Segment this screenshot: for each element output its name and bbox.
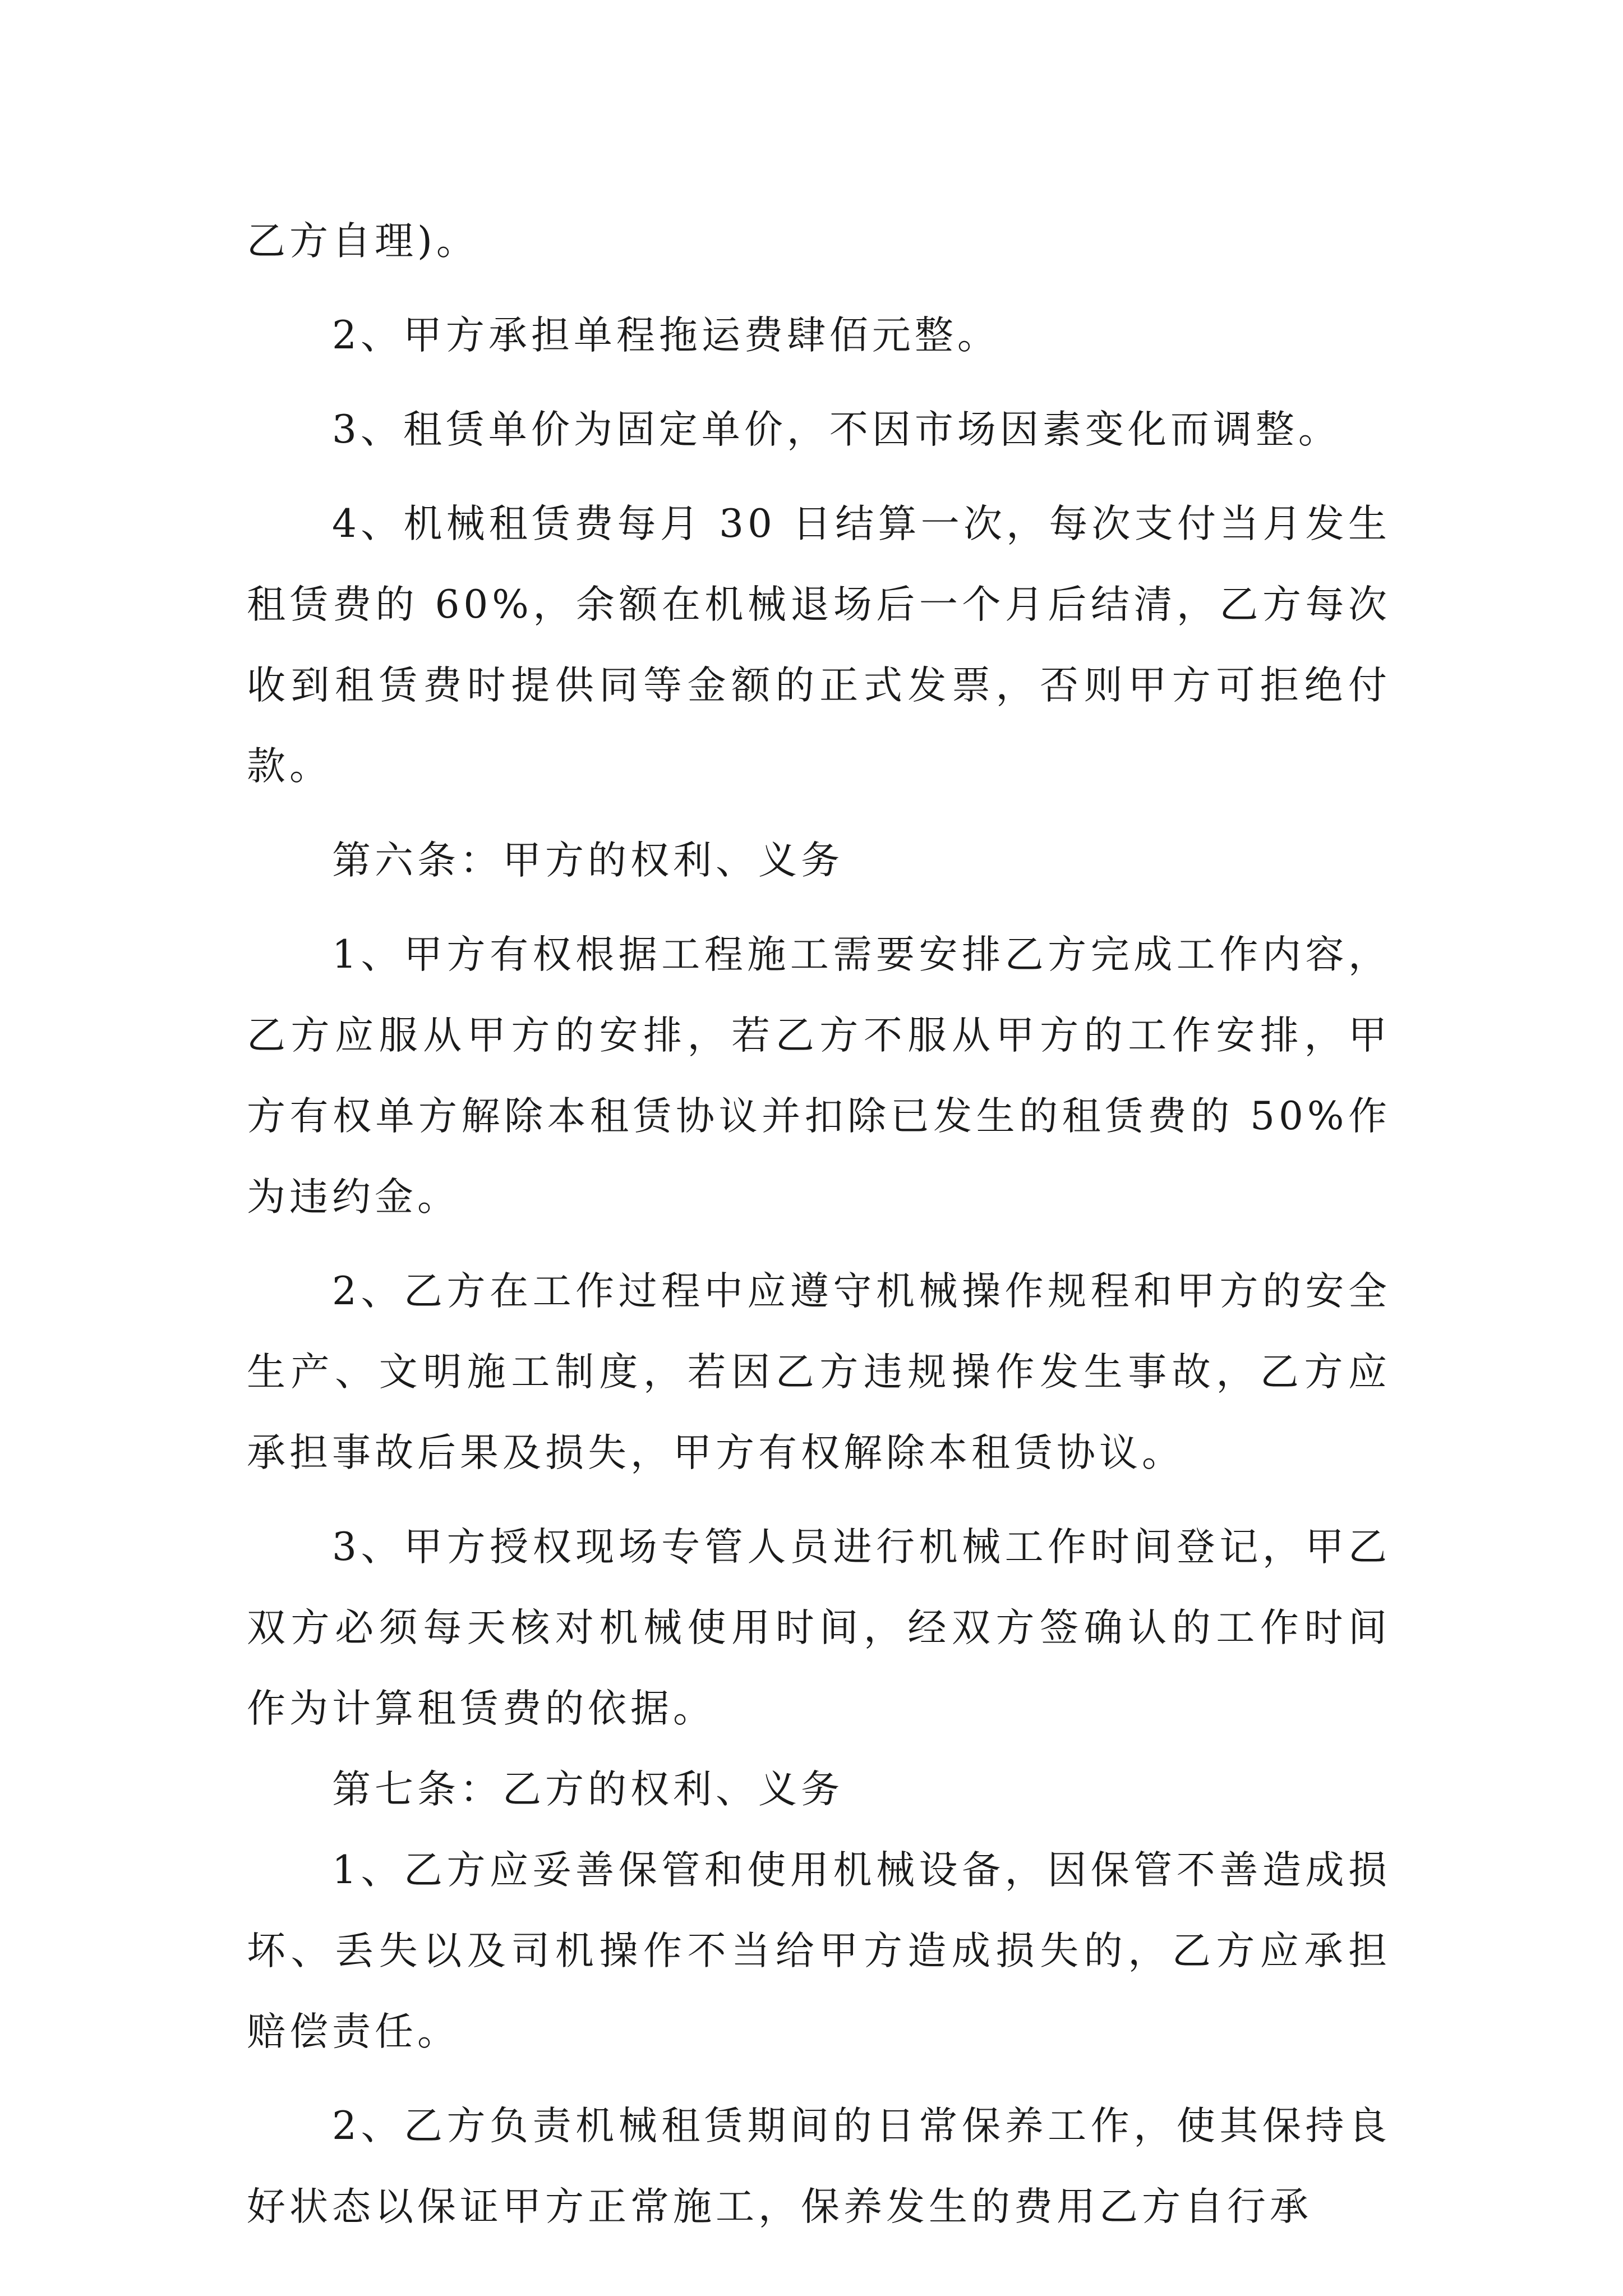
article-6-item-3: 3、甲方授权现场专管人员进行机械工作时间登记，甲乙双方必须每天核对机械使用时间，经双方签确认的工作时间作为计算租赁费的依据。 — [247, 1525, 1391, 1731]
paragraph-continuation: 乙方自理)。 — [247, 219, 479, 264]
article-7-item-2: 2、乙方负责机械租赁期间的日常保养工作，使其保持良好状态以保证甲方正常施工，保养发生的费用乙方自行承 — [247, 2104, 1391, 2229]
article-7-heading: 第七条：乙方的权利、义务 — [332, 1767, 843, 1812]
clause-5-item-3: 3、租赁单价为固定单价，不因市场因素变化而调整。 — [332, 407, 1341, 452]
clause-5-item-2: 2、甲方承担单程拖运费肆佰元整。 — [332, 313, 1000, 358]
article-7-item-1: 1、乙方应妥善保管和使用机械设备，因保管不善造成损坏、丢失以及司机操作不当给甲方造成损失的，乙方应承担赔偿责任。 — [247, 1848, 1391, 2054]
document-body — [247, 201, 1391, 2247]
article-6-heading: 第六条：甲方的权利、义务 — [332, 838, 843, 883]
clause-5-item-4: 4、机械租赁费每月 30 日结算一次，每次支付当月发生租赁费的 60%，余额在机械退场后一个月后结清，乙方每次收到租赁费时提供同等金额的正式发票，否则甲方可拒绝付款。 — [247, 501, 1391, 789]
article-6-item-2: 2、乙方在工作过程中应遵守机械操作规程和甲方的安全生产、文明施工制度，若因乙方违规操作发生事故，乙方应承担事故后果及损失，甲方有权解除本租赁协议。 — [247, 1269, 1391, 1475]
article-6-item-1: 1、甲方有权根据工程施工需要安排乙方完成工作内容，乙方应服从甲方的安排，若乙方不服从甲方的工作安排，甲方有权单方解除本租赁协议并扣除已发生的租赁费的 50%作为违约金。 — [247, 932, 1391, 1220]
